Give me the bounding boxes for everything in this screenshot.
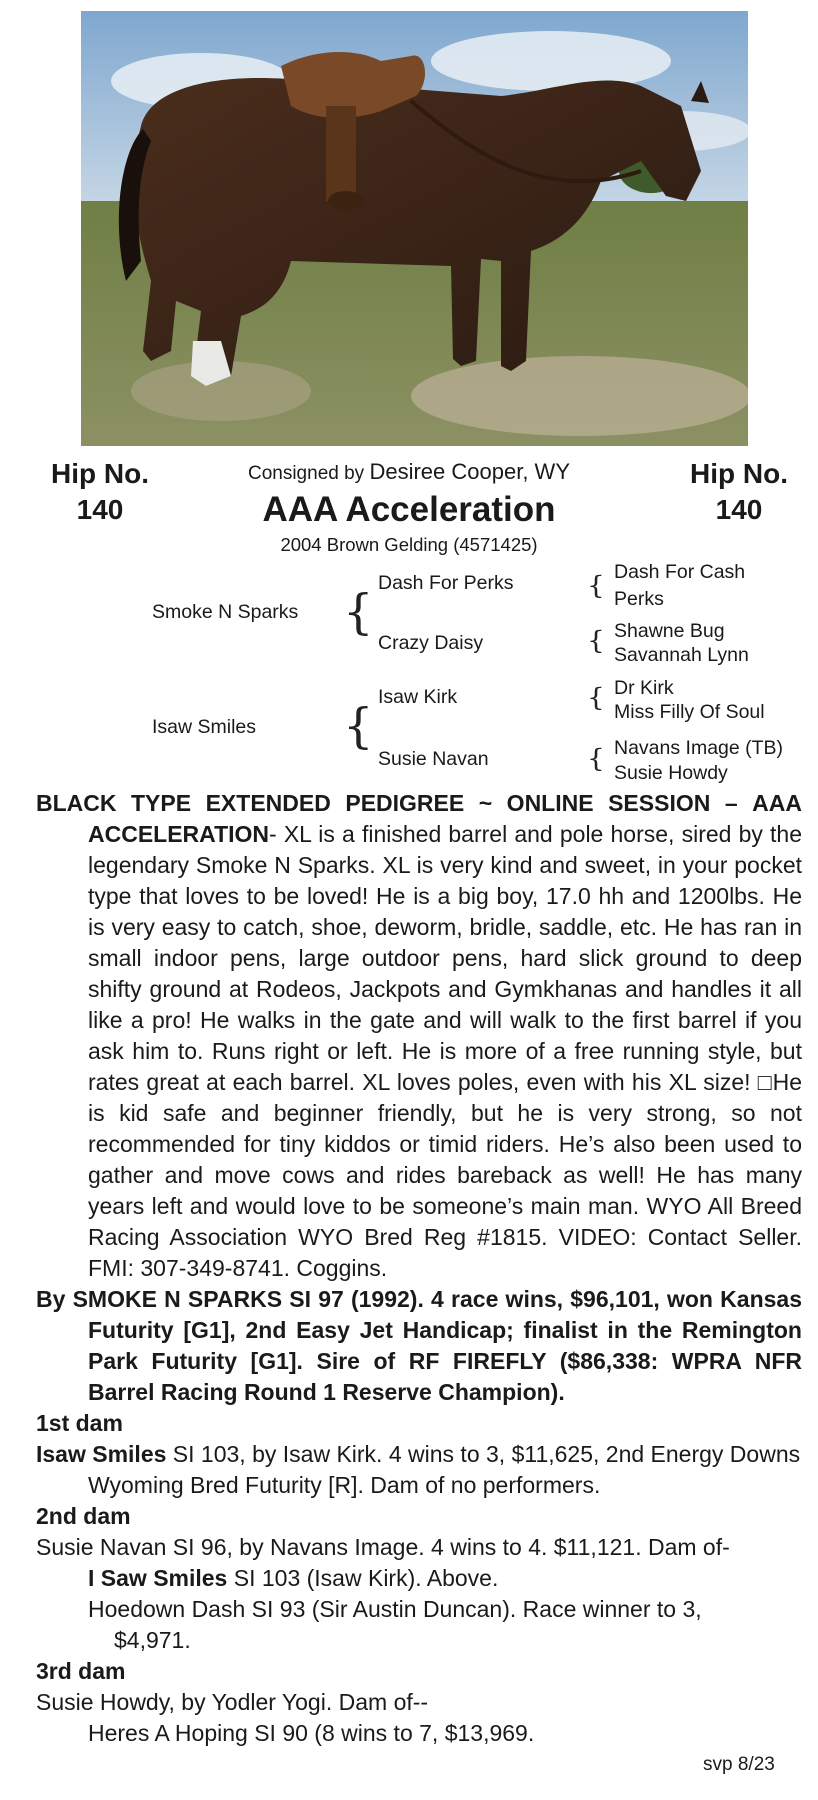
horse-description: 2004 Brown Gelding (4571425) — [280, 534, 538, 555]
brace-sire: { — [343, 584, 374, 640]
brace-g3: { — [587, 682, 605, 713]
sire-text: By SMOKE N SPARKS SI 97 (1992). 4 race wins, $96,101, won Kansas Futurity [G1], 2nd Easy Jet Handicap; finalist in the Remington Park Futurity [G1]. Sire of RF FIREFLY ($86,338: WPRA NFR Barrel Racing Round 1 Reserve Champion). — [36, 1286, 802, 1405]
pedigree-g5: Dr Kirk — [614, 677, 674, 699]
consignor-name: Desiree Cooper, WY — [369, 459, 570, 484]
produce-1-name: I Saw Smiles — [88, 1565, 228, 1591]
third-dam-paragraph: Susie Howdy, by Yodler Yogi. Dam of-- — [36, 1689, 429, 1715]
pedigree-g3: Shawne Bug — [614, 620, 725, 642]
first-dam-paragraph — [36, 1439, 802, 1501]
lead-horse-name: AAA ACCELERATION — [88, 790, 802, 847]
produce-2 — [36, 1594, 802, 1656]
pedigree-g7: Navans Image (TB) — [614, 737, 784, 759]
hip-label-right: Hip No. — [690, 458, 788, 489]
pedigree-sire: Smoke N Sparks — [152, 601, 299, 623]
description-paragraph — [36, 788, 802, 1284]
pedigree-g6: Miss Filly Of Soul — [614, 701, 765, 723]
second-dam-heading: 2nd dam — [36, 1503, 131, 1529]
produce-2-line1: Hoedown Dash SI 93 (Sir Austin Duncan). Race winner to 3, — [88, 1596, 702, 1622]
sire-paragraph — [36, 1284, 802, 1408]
pedigree-g2: Perks — [614, 588, 664, 610]
third-dam-heading: 3rd dam — [36, 1658, 126, 1684]
pedigree-dam-dam: Susie Navan — [378, 748, 489, 770]
produce-3: Heres A Hoping SI 90 (8 wins to 7, $13,969. — [88, 1720, 535, 1746]
first-dam-name: Isaw Smiles — [36, 1441, 167, 1467]
consigned-by-label: Consigned by — [247, 463, 365, 484]
hip-label-left: Hip No. — [51, 458, 149, 489]
first-dam-heading: 1st dam — [36, 1410, 123, 1436]
produce-2-line2: $4,971. — [114, 1627, 191, 1653]
hip-value-right: 140 — [715, 494, 763, 525]
produce-1-text: SI 103 (Isaw Kirk). Above. — [227, 1565, 499, 1591]
brace-g1: { — [587, 570, 605, 601]
session-heading: BLACK TYPE EXTENDED PEDIGREE ~ ONLINE SESSION – — [36, 790, 738, 816]
brace-g4: { — [587, 743, 605, 774]
first-dam-text: SI 103, by Isaw Kirk. 4 wins to 3, $11,625, 2nd Energy Downs Wyoming Bred Futurity [R]. Dam of no performers. — [88, 1441, 801, 1498]
horse-name: AAA Acceleration — [262, 490, 556, 529]
produce-1 — [36, 1563, 802, 1594]
pedigree-dam-sire: Isaw Kirk — [378, 686, 458, 708]
pedigree-g8: Susie Howdy — [614, 762, 728, 784]
footer-code: svp 8/23 — [703, 1754, 775, 1775]
pedigree-sire-dam: Crazy Daisy — [378, 632, 484, 654]
pedigree-sire-sire: Dash For Perks — [378, 572, 514, 594]
catalog-body — [36, 788, 802, 1749]
horse-photo — [81, 11, 748, 446]
pedigree-dam: Isaw Smiles — [152, 716, 257, 738]
pedigree-g1: Dash For Cash — [614, 561, 746, 583]
hip-value-left: 140 — [76, 494, 124, 525]
brace-g2: { — [587, 625, 605, 656]
brace-dam: { — [343, 698, 374, 754]
second-dam-paragraph: Susie Navan SI 96, by Navans Image. 4 wins to 4. $11,121. Dam of- — [36, 1534, 730, 1560]
description-text: - XL is a finished barrel and pole horse, sired by the legendary Smoke N Sparks. XL is very kind and sweet, in your pocket type that loves to be loved! He is a big boy, 17.0 hh and 1200lbs. He is very easy to catch, shoe, deworm, bridle, saddle, etc. He has ran in small indoor pens, large outdoor pens, hard slick ground to deep shifty ground at Rodeos, Jackpots and Gymkhanas and handles it all like a pro! He walks in the gate and will walk to the first barrel if you ask him to. Runs right or left. He is more of a free running style, but rates great at each barrel. XL loves poles, even with his XL size! □He is kid safe and beginner friendly, but he is very strong, so not recommended for tiny kiddos or timid riders. He’s also been used to gather and move cows and rides bareback as well! He has many years left and would love to be someone’s main man. WYO All Breed Racing Association WYO Bred Reg #1815. VIDEO: Contact Seller. FMI: 307-349-8741. Coggins. — [88, 821, 802, 1281]
pedigree-g4: Savannah Lynn — [614, 644, 749, 666]
consignor-line — [0, 459, 818, 485]
